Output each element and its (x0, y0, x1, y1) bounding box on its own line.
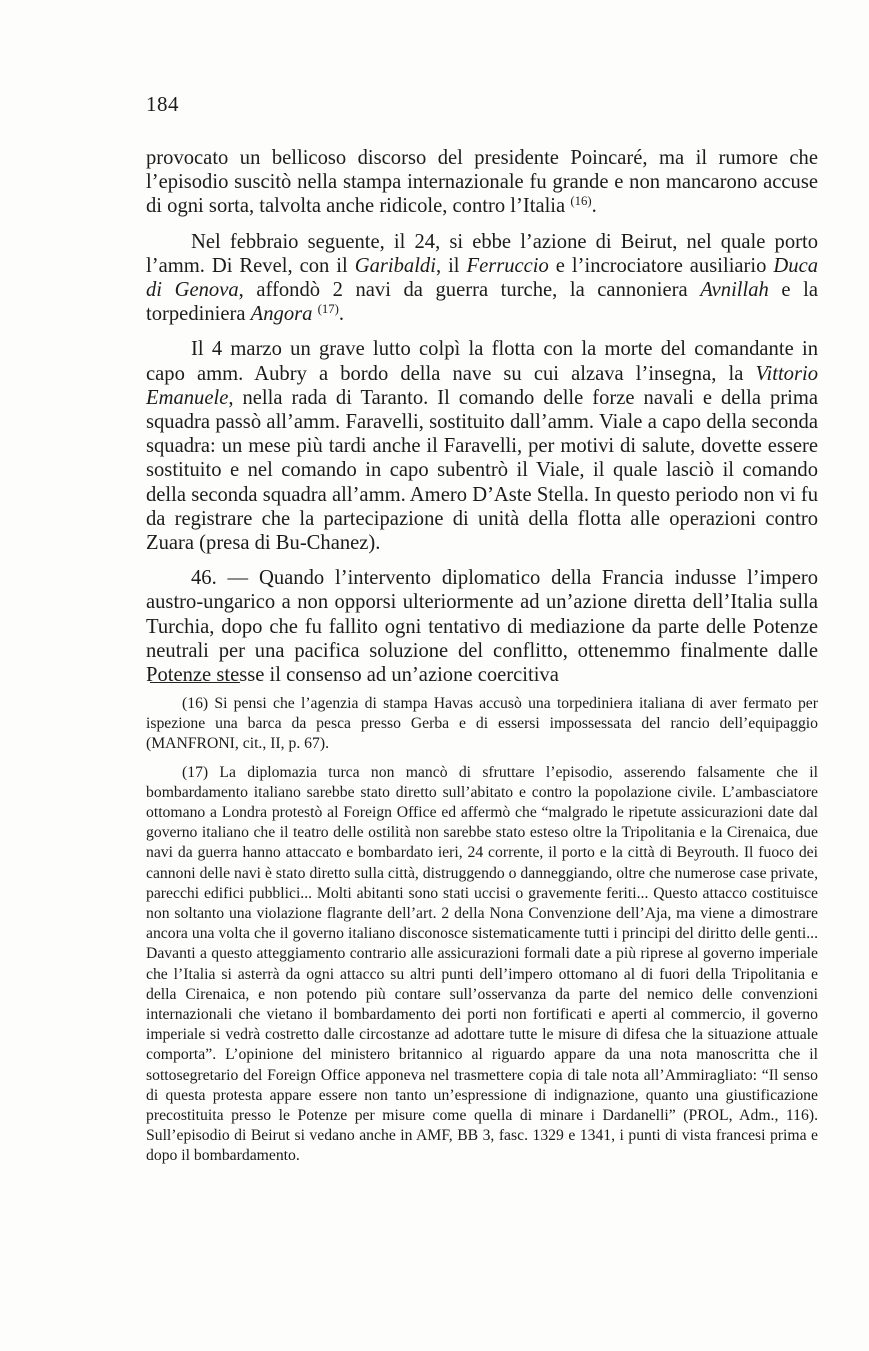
paragraph-2-text-e: e la torpediniera (146, 279, 818, 326)
paragraph-46 (146, 566, 818, 687)
footnote-separator (150, 682, 240, 683)
paragraph-46-text: 46. — Quando l’intervento diplomatico della Francia indusse l’impero austro-ungarico a non opporsi ulteriormente ad un’azione diretta dell’Italia sulla Turchia, dopo che fu fallito ogni tentativo di mediazione da parte delle Potenze neutrali per una pacifica soluzione del conflitto, ottenemmo finalmente dalle Potenze stesse il consenso ad un’azione coercitiva (146, 567, 818, 687)
paragraph-1-text: provocato un bellicoso discorso del presidente Poincaré, ma il rumore che l’episodio suscitò nella stampa internazionale fu grande e non mancarono accuse di ogni sorta, talvolta anche ridicole, contro l’Italia (146, 147, 818, 218)
paragraph-2-text-d: , affondò 2 navi da guerra turche, la cannoniera (238, 279, 701, 302)
footnote-ref-16[interactable]: (16) (570, 194, 592, 209)
paragraph-2-text-f: . (338, 303, 345, 326)
footnote-16: (16) Si pensi che l’agenzia di stampa Havas accusò una torpediniera italiana di aver fermato per ispezione una barca da pesca presso Gerba e di essersi impossessata del rancio dell’equipaggio (MANFRONI, cit., II, p. 67). (146, 695, 818, 753)
ship-name-garibaldi: Garibaldi (354, 254, 436, 277)
page-number: 184 (146, 92, 179, 116)
ship-name-vittorio-emanuele: Vittorio Emanuele (146, 362, 818, 409)
ship-name-avnillah: Avnillah (700, 279, 769, 302)
paragraph-3-text-a: Il 4 marzo un grave lutto colpì la flotta con la morte del comandante in capo amm. Aubry a bordo della nave su cui alzava l’insegna, la (146, 338, 818, 385)
paragraph-3 (146, 337, 818, 555)
ship-name-angora: Angora (250, 303, 313, 326)
paragraph-2-text-a: Nel febbraio seguente, il 24, si ebbe l’azione di Beirut, nel quale porto l’amm. Di Revel, con il (146, 230, 818, 277)
main-text (146, 146, 818, 687)
paragraph-2 (146, 230, 818, 327)
paragraph-1: provocato un bellicoso discorso del presidente Poincaré, ma il rumore che l’episodio suscitò nella stampa internazionale fu grande e non mancarono accuse di ogni sorta, talvolta anche ridicole, contro l’Italia $^{(16)}$. (146, 147, 818, 218)
paragraph-2-text-b: , il (435, 254, 467, 277)
footnote-ref-17[interactable]: (17) (317, 302, 339, 317)
footnotes (146, 694, 818, 1167)
ship-name-duca-di-genova: Duca di Genova (146, 254, 819, 302)
ship-name-ferruccio: Ferruccio (466, 254, 549, 277)
paragraph-2-text-c: e l’incrociatore ausiliario (548, 254, 774, 277)
paragraph-3-text-b: , nella rada di Taranto. Il comando delle forze navali e della prima squadra passò all’amm. Faravelli, sostituito dall’amm. Viale a capo della seconda squadra: un mese più tardi anche il Faravelli, per motivi di salute, dovette essere sostituito e nel comando in capo subentrò il Viale, il quale lasciò il comando della seconda squadra all’amm. Amero D’Aste Stella. In questo periodo non vi fu da registrare che la partecipazione di unità della flotta alle operazioni contro Zuara (presa di Bu-Chanez). (146, 386, 818, 555)
footnote-17: (17) La diplomazia turca non mancò di sfruttare l’episodio, asserendo falsamente che il bombardamento italiano sarebbe stato diretto sull’abitato e contro la popolazione civile. L’ambasciatore ottomano a Londra protestò al Foreign Office ed affermò che “malgrado le ripetute assicurazioni date dal governo italiano che il teatro delle ostilità non sarebbe stato esteso oltre la Tripolitania e la Cirenaica, due navi da guerra hanno attaccato e bombardato ieri, 24 corrente, il porto e la città di Beyrouth. Il fuoco dei cannoni delle navi è stato diretto sulla città, distruggendo o danneggiando, oltre che numerose case private, parecchi edifici pubblici... Molti abitanti sono stati uccisi o gravemente feriti... Questo attacco costituisce non soltanto una violazione flagrante dell’art. 2 della Nona Convenzione dell’Aja, ma viene a dimostrare ancora una volta che il governo italiano disconosce sistematicamente tutti i principi del diritto delle genti... Davanti a questo atteggiamento contrario alle assicurazioni formali date a più riprese al governo imperiale che l’Italia si asterrà da ogni attacco su altri punti dell’impero ottomano al di fuori della Tripolitania e della Cirenaica, e non potendo più contare sull’osservanza da parte del nemico delle convenzioni internazionali che vietano il bombardamento dei porti non fortificati e aperti al commercio, il governo imperiale si vedrà costretto dalle circostanze ad adottare tutte le misure di difesa che la situazione attuale comporta”. L’opinione del ministero britannico al riguardo appare da una nota manoscritta che il sottosegretario del Foreign Office apponeva nel trasmettere copia di tale nota all’Ammiragliato: “Il senso di questa protesta appare essere non tanto un’espressione di indignazione, quanto una giustificazione precostituita presso le Potenze per misure come quella di minare i Dardanelli” (PROL, Adm., 116). Sull’episodio di Beirut si vedano anche in AMF, BB 3, fasc. 1329 e 1341, i punti di vista francesi prima e dopo il bombardamento. (146, 763, 818, 1165)
